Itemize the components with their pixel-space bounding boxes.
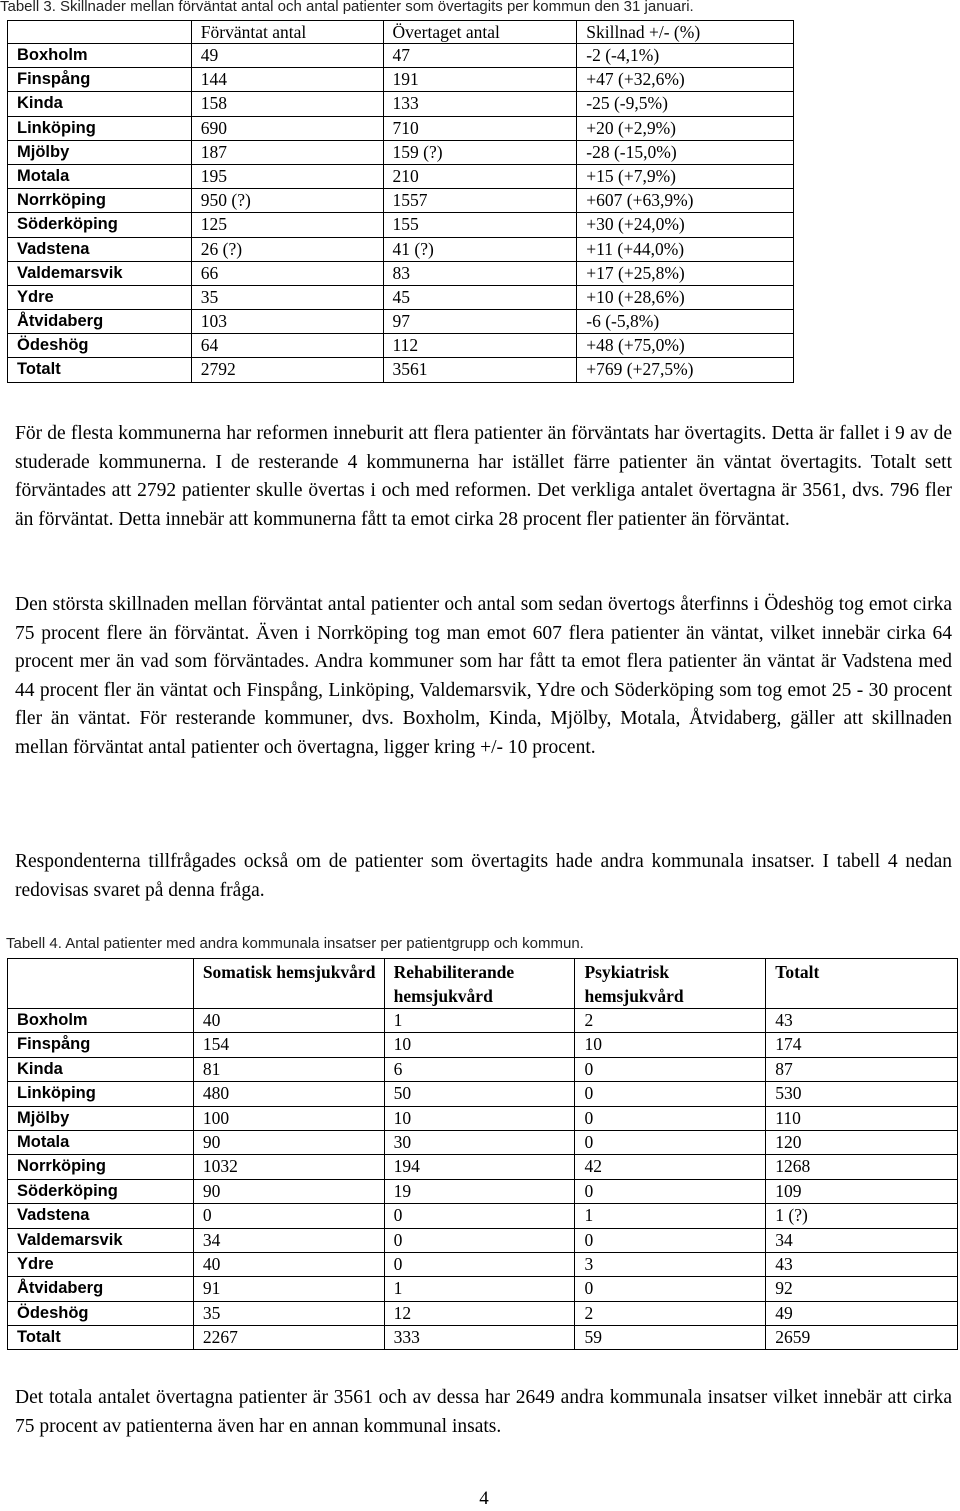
table-cell: -2 (-4,1%)	[577, 44, 794, 68]
table-cell: 42	[575, 1155, 766, 1179]
table-cell: 64	[191, 334, 383, 358]
municipality-cell: Ydre	[8, 1252, 194, 1276]
table-cell: -28 (-15,0%)	[577, 140, 794, 164]
table-row	[8, 1204, 958, 1228]
table-row	[8, 310, 794, 334]
table-cell: 0	[575, 1228, 766, 1252]
table-cell: 34	[766, 1228, 958, 1252]
table-cell: 690	[191, 116, 383, 140]
table-cell: +17 (+25,8%)	[577, 261, 794, 285]
table-cell: 10	[384, 1106, 575, 1130]
table-cell: 0	[575, 1130, 766, 1154]
table-row	[8, 358, 794, 382]
table4-caption: Tabell 4. Antal patienter med andra kommunala insatser per patientgrupp och kommun.	[6, 935, 584, 952]
column-header-expected: Förväntat antal	[191, 21, 383, 44]
table-row	[8, 1228, 958, 1252]
table-row	[8, 92, 794, 116]
table-cell: 194	[384, 1155, 575, 1179]
municipality-cell: Vadstena	[8, 1204, 194, 1228]
table4-body	[8, 1009, 958, 1350]
table-cell: +15 (+7,9%)	[577, 164, 794, 188]
column-header-total: Totalt	[766, 959, 958, 1009]
table-row	[8, 1106, 958, 1130]
table-cell: +769 (+27,5%)	[577, 358, 794, 382]
table-cell: 174	[766, 1033, 958, 1057]
table-cell: 49	[191, 44, 383, 68]
column-header-municipality	[8, 959, 194, 1009]
municipality-cell: Finspång	[8, 1033, 194, 1057]
table-cell: 40	[193, 1009, 384, 1033]
table-3	[7, 20, 794, 383]
table-cell: 90	[193, 1179, 384, 1203]
table-cell: +607 (+63,9%)	[577, 189, 794, 213]
municipality-cell: Valdemarsvik	[8, 261, 192, 285]
table-cell: +20 (+2,9%)	[577, 116, 794, 140]
table-cell: 97	[383, 310, 577, 334]
table-cell: 92	[766, 1277, 958, 1301]
column-header-rehabilitation: Rehabiliterande hemsjukvård	[384, 959, 575, 1009]
table-cell: 154	[193, 1033, 384, 1057]
table-cell: 112	[383, 334, 577, 358]
municipality-cell: Mjölby	[8, 1106, 194, 1130]
table-4	[7, 958, 958, 1350]
table-cell: 6	[384, 1057, 575, 1081]
table-cell: 50	[384, 1082, 575, 1106]
table-cell: 100	[193, 1106, 384, 1130]
table-cell: -6 (-5,8%)	[577, 310, 794, 334]
table-row	[8, 189, 794, 213]
table-row	[8, 213, 794, 237]
municipality-cell: Boxholm	[8, 1009, 194, 1033]
table-cell: 2659	[766, 1326, 958, 1350]
table-cell: 0	[575, 1057, 766, 1081]
table-header-row	[8, 21, 794, 44]
table-cell: 110	[766, 1106, 958, 1130]
table-cell: 49	[766, 1301, 958, 1325]
table-cell: 45	[383, 285, 577, 309]
table-cell: 3	[575, 1252, 766, 1276]
table-cell: +11 (+44,0%)	[577, 237, 794, 261]
table-cell: 333	[384, 1326, 575, 1350]
table-cell: 120	[766, 1130, 958, 1154]
table-cell: 125	[191, 213, 383, 237]
table-cell: 0	[575, 1082, 766, 1106]
table-cell: 41 (?)	[383, 237, 577, 261]
table-cell: 480	[193, 1082, 384, 1106]
table-cell: 103	[191, 310, 383, 334]
table-cell: 1	[384, 1009, 575, 1033]
table-cell: 2267	[193, 1326, 384, 1350]
table-cell: 0	[575, 1277, 766, 1301]
table-cell: 0	[575, 1179, 766, 1203]
table-cell: 0	[575, 1106, 766, 1130]
municipality-cell: Totalt	[8, 1326, 194, 1350]
table-cell: 1268	[766, 1155, 958, 1179]
table-cell: 91	[193, 1277, 384, 1301]
table-row	[8, 1082, 958, 1106]
table-cell: 35	[193, 1301, 384, 1325]
paragraph: Respondenterna tillfrågades också om de patienter som övertagits hade andra kommunala insatser. I tabell 4 nedan redovisas svaret på denna fråga.	[15, 851, 952, 901]
municipality-cell: Åtvidaberg	[8, 1277, 194, 1301]
table-row	[8, 1179, 958, 1203]
table-header-row	[8, 959, 958, 1009]
table-cell: 1	[575, 1204, 766, 1228]
municipality-cell: Linköping	[8, 116, 192, 140]
table-cell: +47 (+32,6%)	[577, 68, 794, 92]
table-cell: 59	[575, 1326, 766, 1350]
table-cell: 35	[191, 285, 383, 309]
table-cell: 195	[191, 164, 383, 188]
table-cell: 43	[766, 1009, 958, 1033]
table-row	[8, 1252, 958, 1276]
table-cell: 19	[384, 1179, 575, 1203]
table-cell: 144	[191, 68, 383, 92]
table-cell: 1557	[383, 189, 577, 213]
municipality-cell: Ödeshög	[8, 1301, 194, 1325]
table-row	[8, 1009, 958, 1033]
municipality-cell: Söderköping	[8, 1179, 194, 1203]
table-cell: 0	[384, 1252, 575, 1276]
table-cell: 155	[383, 213, 577, 237]
column-header-difference: Skillnad +/- (%)	[577, 21, 794, 44]
municipality-cell: Norrköping	[8, 189, 192, 213]
municipality-cell: Totalt	[8, 358, 192, 382]
table-cell: 1032	[193, 1155, 384, 1179]
table-cell: 1 (?)	[766, 1204, 958, 1228]
table-cell: 83	[383, 261, 577, 285]
table-row	[8, 140, 794, 164]
column-header-taken-over: Övertaget antal	[383, 21, 577, 44]
table-row	[8, 1033, 958, 1057]
table-row	[8, 68, 794, 92]
table-cell: 2	[575, 1009, 766, 1033]
table-cell: 950 (?)	[191, 189, 383, 213]
table-cell: +48 (+75,0%)	[577, 334, 794, 358]
table-cell: 0	[384, 1228, 575, 1252]
table-row	[8, 1057, 958, 1081]
table-cell: -25 (-9,5%)	[577, 92, 794, 116]
table-cell: 81	[193, 1057, 384, 1081]
table-cell: 191	[383, 68, 577, 92]
municipality-cell: Mjölby	[8, 140, 192, 164]
table-cell: 47	[383, 44, 577, 68]
table-cell: 3561	[383, 358, 577, 382]
table-cell: 133	[383, 92, 577, 116]
municipality-cell: Åtvidaberg	[8, 310, 192, 334]
table-cell: +30 (+24,0%)	[577, 213, 794, 237]
municipality-cell: Motala	[8, 164, 192, 188]
table-cell: 187	[191, 140, 383, 164]
municipality-cell: Söderköping	[8, 213, 192, 237]
table-cell: 2792	[191, 358, 383, 382]
municipality-cell: Kinda	[8, 92, 192, 116]
table-row	[8, 1277, 958, 1301]
table-cell: 210	[383, 164, 577, 188]
municipality-cell: Finspång	[8, 68, 192, 92]
table-cell: 530	[766, 1082, 958, 1106]
municipality-cell: Boxholm	[8, 44, 192, 68]
table-cell: 43	[766, 1252, 958, 1276]
table-row	[8, 1130, 958, 1154]
table-cell: 159 (?)	[383, 140, 577, 164]
municipality-cell: Kinda	[8, 1057, 194, 1081]
table-cell: 158	[191, 92, 383, 116]
table-cell: 40	[193, 1252, 384, 1276]
table-row	[8, 1301, 958, 1325]
table-cell: 12	[384, 1301, 575, 1325]
paragraph: För de flesta kommunerna har reformen inneburit att flera patienter än förväntats har övertagits. Detta är fallet i 9 av de studerade kommunerna. I de resterande 4 kommunerna har istället färre patienter än väntat övertagits. Totalt sett förväntades att 2792 patienter skulle övertas i och med reformen. Det verkliga antalet övertagna är 3561, dvs. 796 fler än förväntat. Detta innebär att kommunerna fått ta emot cirka 28 procent fler patienter än förväntat.	[15, 423, 952, 530]
page-number: 4	[479, 1488, 489, 1509]
municipality-cell: Vadstena	[8, 237, 192, 261]
table-cell: 87	[766, 1057, 958, 1081]
table-row	[8, 1326, 958, 1350]
table-cell: 1	[384, 1277, 575, 1301]
municipality-cell: Valdemarsvik	[8, 1228, 194, 1252]
table-cell: 34	[193, 1228, 384, 1252]
table-row	[8, 44, 794, 68]
table-row	[8, 1155, 958, 1179]
table-row	[8, 164, 794, 188]
municipality-cell: Linköping	[8, 1082, 194, 1106]
table3-body	[8, 44, 794, 383]
table-cell: 30	[384, 1130, 575, 1154]
table-cell: 0	[384, 1204, 575, 1228]
table-row	[8, 334, 794, 358]
column-header-somatic: Somatisk hemsjukvård	[193, 959, 384, 1009]
table-cell: 2	[575, 1301, 766, 1325]
table-row	[8, 237, 794, 261]
table-cell: 10	[384, 1033, 575, 1057]
table-row	[8, 116, 794, 140]
municipality-cell: Ydre	[8, 285, 192, 309]
table-cell: 90	[193, 1130, 384, 1154]
table3-caption: Tabell 3. Skillnader mellan förväntat antal och antal patienter som övertagits per kommun den 31 januari.	[0, 0, 694, 15]
table-row	[8, 285, 794, 309]
table-cell: 66	[191, 261, 383, 285]
paragraph: Det totala antalet övertagna patienter är 3561 och av dessa har 2649 andra kommunala insatser vilket innebär att cirka 75 procent av patienterna även har en annan kommunal insats.	[15, 1387, 952, 1437]
municipality-cell: Norrköping	[8, 1155, 194, 1179]
table-row	[8, 261, 794, 285]
paragraph: Den största skillnaden mellan förväntat antal patienter och antal som sedan övertogs återfinns i Ödeshög tog emot cirka 75 procent flere än förväntat. Även i Norrköping tog man emot 607 flera patienter än väntat, vilket innebär cirka 64 procent mer än vad som förväntades. Andra kommuner som har fått ta emot flera patienter än väntat är Vadstena med 44 procent fler än väntat och Finspång, Linköping, Valdemarsvik, Ydre och Söderköping som tog emot 25 - 30 procent fler än väntat. För resterande kommuner, dvs. Boxholm, Kinda, Mjölby, Motala, Åtvidaberg, gäller att skillnaden mellan förväntat antal patienter och övertagna, ligger kring +/- 10 procent.	[15, 594, 952, 758]
column-header-municipality	[8, 21, 192, 44]
table-cell: 0	[193, 1204, 384, 1228]
table-cell: 10	[575, 1033, 766, 1057]
table-cell: 710	[383, 116, 577, 140]
table-cell: 26 (?)	[191, 237, 383, 261]
column-header-psychiatric: Psykiatrisk hemsjukvård	[575, 959, 766, 1009]
municipality-cell: Motala	[8, 1130, 194, 1154]
municipality-cell: Ödeshög	[8, 334, 192, 358]
table-cell: +10 (+28,6%)	[577, 285, 794, 309]
table-cell: 109	[766, 1179, 958, 1203]
